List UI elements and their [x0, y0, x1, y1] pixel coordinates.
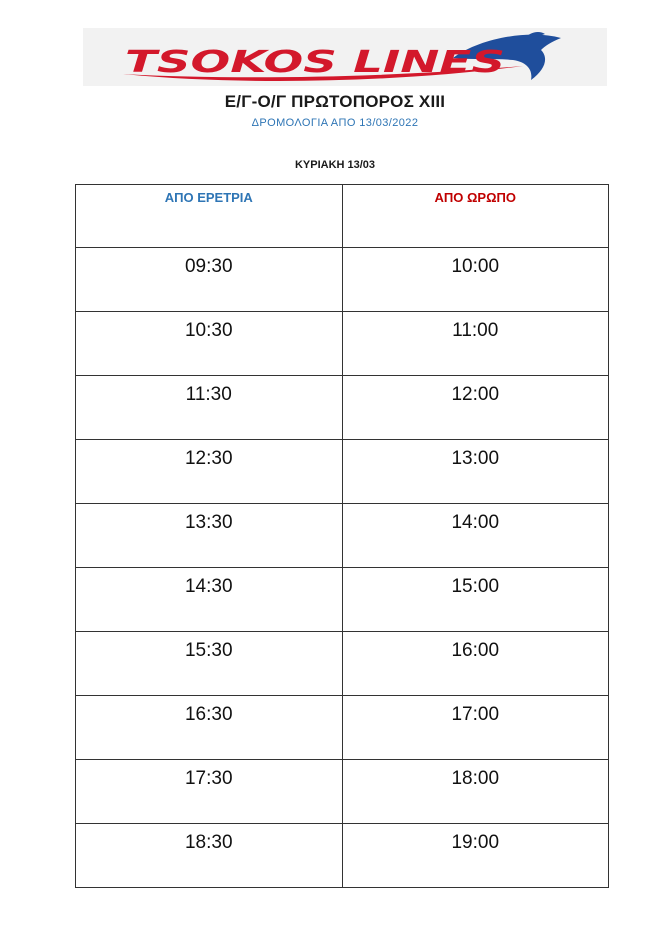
departure-oropos: 13:00 — [342, 440, 609, 504]
departure-eretria: 13:30 — [76, 504, 343, 568]
departure-eretria: 11:30 — [76, 376, 343, 440]
table-row — [76, 760, 609, 824]
table-row — [76, 568, 609, 632]
departure-eretria: 10:30 — [76, 312, 343, 376]
column-header-oropos: ΑΠΟ ΩΡΩΠΟ — [342, 185, 609, 248]
departure-oropos: 15:00 — [342, 568, 609, 632]
table-row — [76, 248, 609, 312]
departure-oropos: 10:00 — [342, 248, 609, 312]
table-header-row — [76, 185, 609, 248]
table-row — [76, 696, 609, 760]
departure-eretria: 15:30 — [76, 632, 343, 696]
day-heading: ΚΥΡΙΑΚΗ 13/03 — [294, 159, 376, 171]
table-row — [76, 312, 609, 376]
departure-eretria: 12:30 — [76, 440, 343, 504]
departure-eretria: 16:30 — [76, 696, 343, 760]
departure-eretria: 14:30 — [76, 568, 343, 632]
column-header-eretria: ΑΠΟ ΕΡΕΤΡΙΑ — [76, 185, 343, 248]
vessel-title: Ε/Γ-Ο/Γ ΠΡΩΤΟΠΟΡΟΣ XIII — [224, 92, 446, 111]
table-row — [76, 376, 609, 440]
departure-oropos: 14:00 — [342, 504, 609, 568]
departure-oropos: 17:00 — [342, 696, 609, 760]
company-logo — [83, 28, 607, 86]
departure-eretria: 18:30 — [76, 824, 343, 888]
departure-oropos: 19:00 — [342, 824, 609, 888]
table-row — [76, 440, 609, 504]
departure-eretria: 09:30 — [76, 248, 343, 312]
departure-eretria: 17:30 — [76, 760, 343, 824]
table-row — [76, 824, 609, 888]
logo-text: TSOKOS LINES — [125, 45, 505, 80]
departure-oropos: 11:00 — [342, 312, 609, 376]
schedule-subtitle: ΔΡΟΜΟΛΟΓΙΑ ΑΠΟ 13/03/2022 — [251, 117, 419, 129]
departure-oropos: 12:00 — [342, 376, 609, 440]
table-row — [76, 632, 609, 696]
table-row — [76, 504, 609, 568]
departure-oropos: 18:00 — [342, 760, 609, 824]
timetable — [75, 184, 609, 888]
departure-oropos: 16:00 — [342, 632, 609, 696]
